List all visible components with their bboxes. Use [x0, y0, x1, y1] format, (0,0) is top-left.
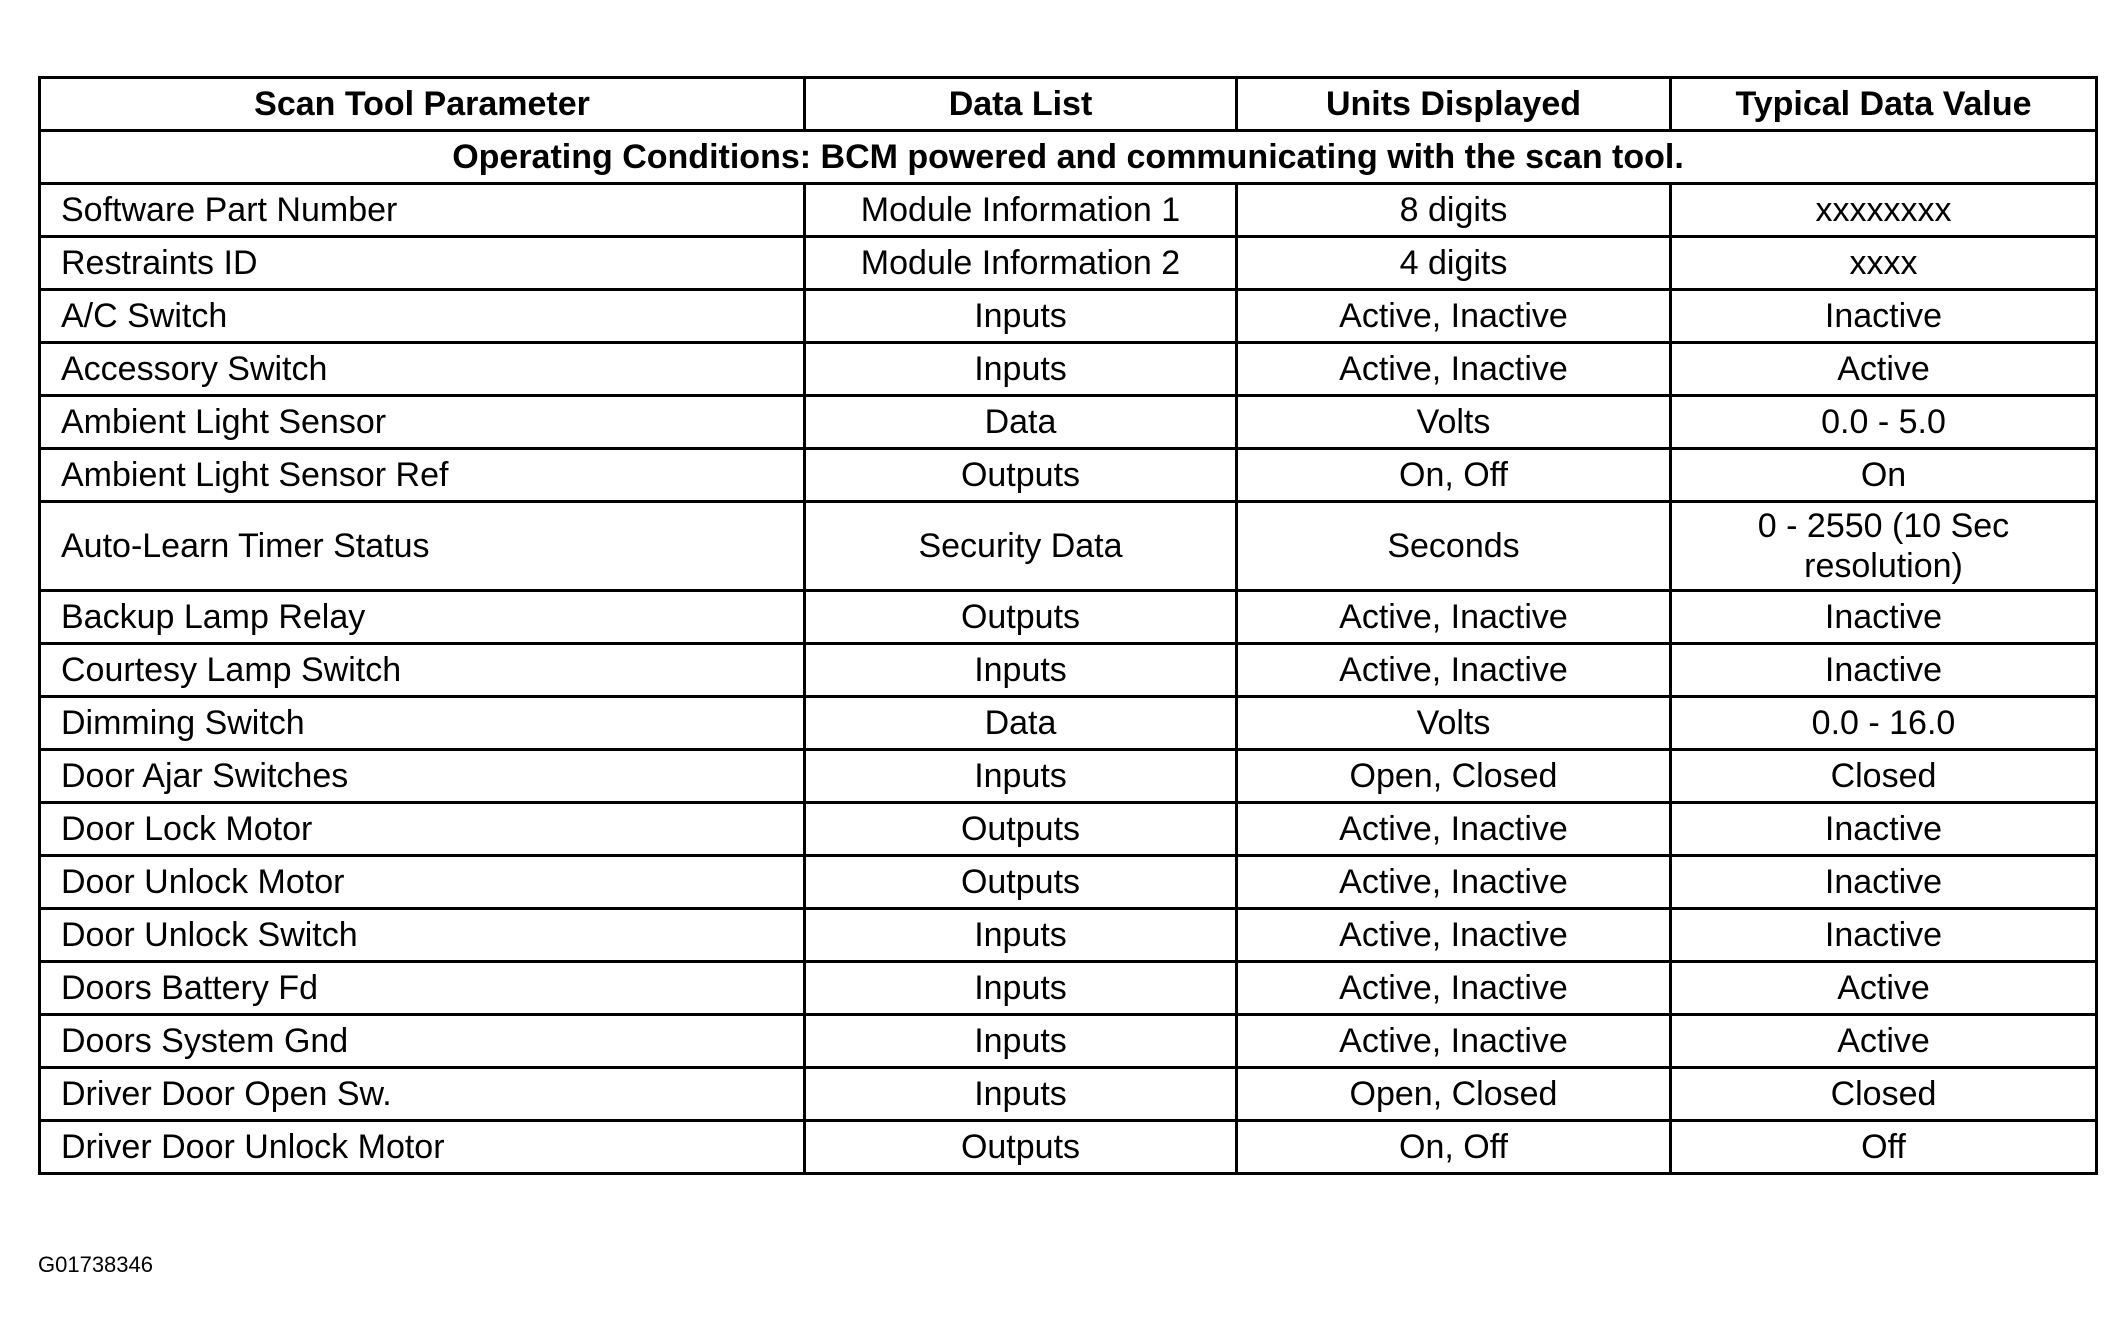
scan-tool-data-table-container: [38, 76, 2095, 1175]
units-cell: 8 digits: [1237, 184, 1671, 237]
typical-value-cell: On: [1671, 449, 2097, 502]
parameter-cell: Door Ajar Switches: [40, 750, 805, 803]
units-cell: Active, Inactive: [1237, 909, 1671, 962]
data-list-cell: Inputs: [805, 343, 1237, 396]
figure-id: G01738346: [38, 1252, 153, 1277]
header-data-list: Data List: [805, 78, 1237, 131]
typical-value-cell: Closed: [1671, 1068, 2097, 1121]
parameter-cell: Driver Door Open Sw.: [40, 1068, 805, 1121]
table-row: [40, 909, 2097, 962]
operating-conditions-row: [40, 131, 2097, 184]
units-cell: Active, Inactive: [1237, 803, 1671, 856]
data-list-cell: Outputs: [805, 1121, 1237, 1174]
typical-value-cell: Off: [1671, 1121, 2097, 1174]
units-cell: Active, Inactive: [1237, 343, 1671, 396]
parameter-cell: Ambient Light Sensor Ref: [40, 449, 805, 502]
table-row: [40, 396, 2097, 449]
table-row: [40, 803, 2097, 856]
data-list-cell: Outputs: [805, 856, 1237, 909]
data-list-cell: Inputs: [805, 644, 1237, 697]
header-scan-tool-parameter: Scan Tool Parameter: [40, 78, 805, 131]
parameter-cell: Doors Battery Fd: [40, 962, 805, 1015]
data-list-cell: Inputs: [805, 962, 1237, 1015]
table-row: [40, 184, 2097, 237]
units-cell: Volts: [1237, 396, 1671, 449]
units-cell: On, Off: [1237, 1121, 1671, 1174]
typical-value-cell: Inactive: [1671, 591, 2097, 644]
units-cell: Open, Closed: [1237, 1068, 1671, 1121]
units-cell: On, Off: [1237, 449, 1671, 502]
parameter-cell: Doors System Gnd: [40, 1015, 805, 1068]
header-typical-data-value: Typical Data Value: [1671, 78, 2097, 131]
parameter-cell: Restraints ID: [40, 237, 805, 290]
table-row: [40, 962, 2097, 1015]
table-header-row: [40, 78, 2097, 131]
table-row: [40, 856, 2097, 909]
units-cell: Active, Inactive: [1237, 290, 1671, 343]
typical-value-cell: Inactive: [1671, 290, 2097, 343]
header-units-displayed: Units Displayed: [1237, 78, 1671, 131]
parameter-cell: A/C Switch: [40, 290, 805, 343]
table-row: [40, 449, 2097, 502]
units-cell: Active, Inactive: [1237, 644, 1671, 697]
parameter-cell: Door Unlock Motor: [40, 856, 805, 909]
units-cell: Active, Inactive: [1237, 962, 1671, 1015]
typical-value-cell: Active: [1671, 962, 2097, 1015]
typical-value-cell: 0.0 - 5.0: [1671, 396, 2097, 449]
typical-value-cell: 0.0 - 16.0: [1671, 697, 2097, 750]
table-row: [40, 502, 2097, 591]
data-list-cell: Inputs: [805, 750, 1237, 803]
data-list-cell: Inputs: [805, 1068, 1237, 1121]
data-list-cell: Outputs: [805, 803, 1237, 856]
data-list-cell: Inputs: [805, 1015, 1237, 1068]
units-cell: Volts: [1237, 697, 1671, 750]
data-list-cell: Outputs: [805, 591, 1237, 644]
operating-conditions: Operating Conditions: BCM powered and communicating with the scan tool.: [40, 131, 2097, 184]
typical-value-cell: Inactive: [1671, 856, 2097, 909]
scan-tool-data-table: [38, 76, 2098, 1175]
parameter-cell: Door Unlock Switch: [40, 909, 805, 962]
parameter-cell: Ambient Light Sensor: [40, 396, 805, 449]
typical-value-cell: Active: [1671, 1015, 2097, 1068]
parameter-cell: Driver Door Unlock Motor: [40, 1121, 805, 1174]
table-row: [40, 1121, 2097, 1174]
typical-value-cell: xxxx: [1671, 237, 2097, 290]
table-row: [40, 237, 2097, 290]
units-cell: Active, Inactive: [1237, 1015, 1671, 1068]
parameter-cell: Accessory Switch: [40, 343, 805, 396]
parameter-cell: Backup Lamp Relay: [40, 591, 805, 644]
typical-value-cell: Inactive: [1671, 644, 2097, 697]
data-list-cell: Data: [805, 697, 1237, 750]
units-cell: 4 digits: [1237, 237, 1671, 290]
typical-value-cell: Closed: [1671, 750, 2097, 803]
data-list-cell: Inputs: [805, 909, 1237, 962]
data-list-cell: Outputs: [805, 449, 1237, 502]
table-row: [40, 290, 2097, 343]
units-cell: Seconds: [1237, 502, 1671, 591]
typical-value-cell: 0 - 2550 (10 Sec resolution): [1671, 502, 2097, 591]
table-row: [40, 1015, 2097, 1068]
table-row: [40, 697, 2097, 750]
typical-value-cell: xxxxxxxx: [1671, 184, 2097, 237]
units-cell: Active, Inactive: [1237, 856, 1671, 909]
parameter-cell: Software Part Number: [40, 184, 805, 237]
parameter-cell: Auto-Learn Timer Status: [40, 502, 805, 591]
table-row: [40, 1068, 2097, 1121]
units-cell: Active, Inactive: [1237, 591, 1671, 644]
data-list-cell: Security Data: [805, 502, 1237, 591]
table-row: [40, 591, 2097, 644]
data-list-cell: Module Information 2: [805, 237, 1237, 290]
table-row: [40, 343, 2097, 396]
typical-value-cell: Inactive: [1671, 909, 2097, 962]
parameter-cell: Courtesy Lamp Switch: [40, 644, 805, 697]
units-cell: Open, Closed: [1237, 750, 1671, 803]
parameter-cell: Dimming Switch: [40, 697, 805, 750]
data-list-cell: Data: [805, 396, 1237, 449]
parameter-cell: Door Lock Motor: [40, 803, 805, 856]
table-row: [40, 644, 2097, 697]
typical-value-cell: Inactive: [1671, 803, 2097, 856]
data-list-cell: Module Information 1: [805, 184, 1237, 237]
table-row: [40, 750, 2097, 803]
typical-value-cell: Active: [1671, 343, 2097, 396]
data-list-cell: Inputs: [805, 290, 1237, 343]
